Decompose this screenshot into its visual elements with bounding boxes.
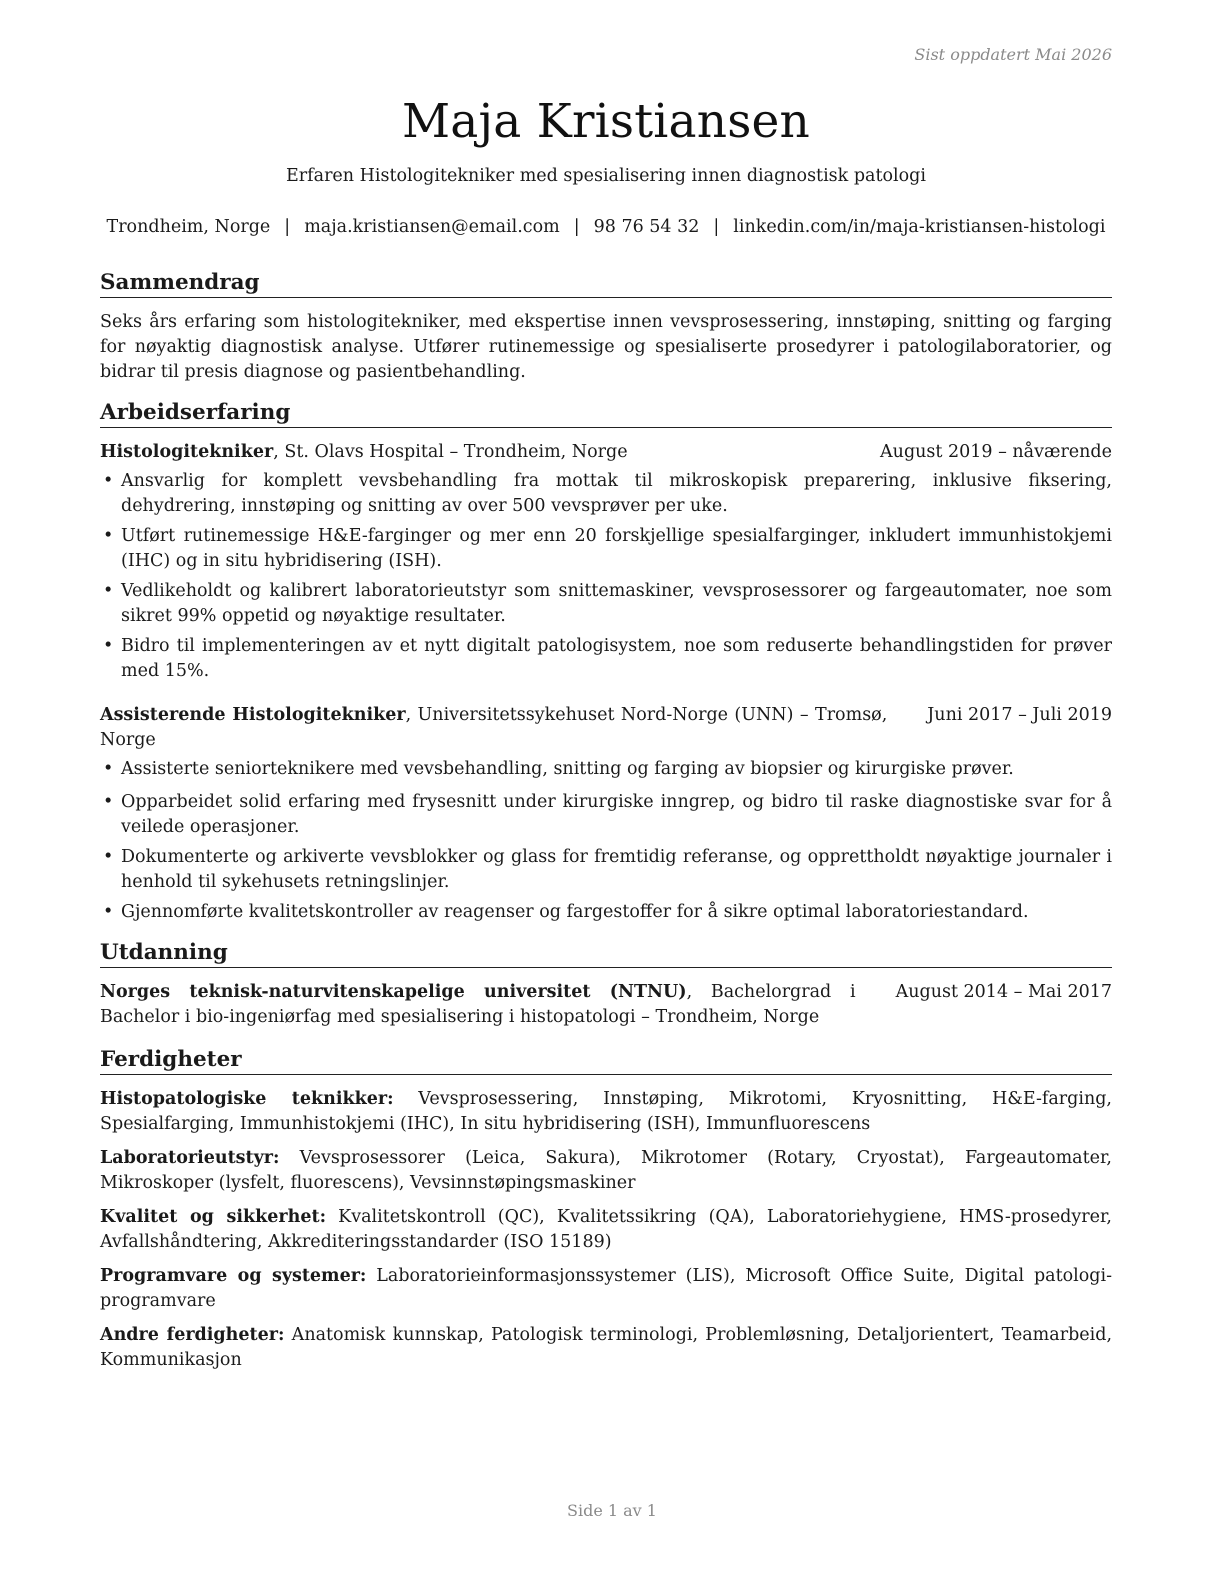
education-entry xyxy=(100,980,1112,1030)
contact-location: Trondheim, Norge xyxy=(106,217,271,237)
job-org: , St. Olavs Hospital – Trondheim, Norge xyxy=(273,442,628,462)
tagline: Erfaren Histologitekniker med spesialisering innen diagnostisk patologi xyxy=(286,166,926,186)
job-entry xyxy=(100,703,1112,925)
job-dates: August 2019 – nåværende xyxy=(880,442,1112,462)
bullet-icon: • xyxy=(103,792,114,812)
bullet-text: Assisterte seniorteknikere med vevsbehandling, snitting og farging av biopsier og kirurgiske prøver. xyxy=(121,759,1014,779)
job-bullets xyxy=(100,757,1112,925)
skill-row xyxy=(100,1146,1112,1196)
list-item xyxy=(100,900,1112,925)
page-number: Side 1 av 1 xyxy=(567,1501,657,1520)
bullet-text: Bidro til implementeringen av et nytt digitalt patologisystem, noe som reduserte behandlingstiden for prøver med 15%. xyxy=(121,636,1112,681)
skill-text: Vevsprosessering, Innstøping, Mikrotomi, Kryosnitting, H&E-farging, Spesialfarging, Immunhistokjemi (IHC), In situ hybridisering (ISH), Immunfluorescens xyxy=(100,1089,1112,1134)
bullet-text: Utført rutinemessige H&E-farginger og mer enn 20 forskjellige spesialfarginger, inkludert immunhistokjemi (IHC) og in situ hybridisering (ISH). xyxy=(121,526,1112,571)
skill-label: Histopatologiske teknikker: xyxy=(100,1089,394,1109)
bullet-icon: • xyxy=(103,636,114,656)
list-item xyxy=(100,790,1112,840)
skill-text: Laboratorieinformasjonssystemer (LIS), Microsoft Office Suite, Digital patologi-programvare xyxy=(100,1266,1112,1311)
list-item xyxy=(100,579,1112,629)
job-header xyxy=(100,440,1112,465)
section-title-summary: Sammendrag xyxy=(100,269,1112,298)
education-school: Norges teknisk-naturvitenskapelige universitet (NTNU) xyxy=(100,982,687,1002)
bullet-icon: • xyxy=(103,759,114,779)
job-dates: Juni 2017 – Juli 2019 xyxy=(927,705,1112,725)
skill-row xyxy=(100,1087,1112,1137)
bullet-icon: • xyxy=(103,471,114,491)
job-header xyxy=(100,703,1112,753)
bullet-text: Ansvarlig for komplett vevsbehandling fra mottak til mikroskopisk preparering, inklusive fiksering, dehydrering, innstøping og snitting av over 500 vevsprøver per uke. xyxy=(121,471,1112,516)
contact-separator: | xyxy=(713,217,720,237)
section-title-experience: Arbeidserfaring xyxy=(100,399,1112,428)
job-entry xyxy=(100,440,1112,684)
skill-text: Anatomisk kunnskap, Patologisk terminologi, Problemløsning, Detaljorientert, Teamarbeid, Kommunikasjon xyxy=(100,1325,1113,1370)
bullet-text: Vedlikeholdt og kalibrert laboratorieutstyr som snittemaskiner, vevsprosessorer og fargeautomater, noe som sikret 99% oppetid og nøyaktige resultater. xyxy=(121,581,1112,626)
skill-row xyxy=(100,1323,1112,1373)
skill-label: Laboratorieutstyr: xyxy=(100,1148,280,1168)
job-title xyxy=(100,440,880,465)
section-title-education: Utdanning xyxy=(100,939,1112,968)
skill-text: Vevsprosessorer (Leica, Sakura), Mikrotomer (Rotary, Cryostat), Fargeautomater, Mikroskoper (lysfelt, fluorescens), Vevsinnstøpingsmaskiner xyxy=(100,1148,1112,1193)
bullet-icon: • xyxy=(103,581,114,601)
skill-row xyxy=(100,1205,1112,1255)
list-item xyxy=(100,469,1112,519)
job-role: Histologitekniker xyxy=(100,442,274,462)
bullet-icon: • xyxy=(103,526,114,546)
contact-separator: | xyxy=(284,217,291,237)
last-updated: Sist oppdatert Mai 2026 xyxy=(914,45,1112,64)
contact-line xyxy=(100,215,1112,239)
job-bullets xyxy=(100,469,1112,684)
contact-separator: | xyxy=(573,217,580,237)
list-item xyxy=(100,845,1112,895)
bullet-icon: • xyxy=(103,847,114,867)
resume-page xyxy=(100,40,1112,1373)
bullet-text: Dokumenterte og arkiverte vevsblokker og glass for fremtidig referanse, og opprettholdt nøyaktige journaler i henhold til sykehusets retningslinjer. xyxy=(121,847,1112,892)
list-item xyxy=(100,634,1112,684)
skill-label: Programvare og systemer: xyxy=(100,1266,367,1286)
bullet-icon: • xyxy=(103,902,114,922)
summary-text: Seks års erfaring som histologitekniker, med ekspertise innen vevsprosessering, innstøping, snitting og farging for nøyaktig diagnostisk analyse. Utfører rutinemessige og spesialiserte prosedyrer i patologilaboratorier, og bidrar til presis diagnose og pasientbehandling. xyxy=(100,312,1112,382)
contact-linkedin[interactable]: linkedin.com/in/maja-kristiansen-histologi xyxy=(733,217,1106,237)
bullet-text: Opparbeidet solid erfaring med frysesnitt under kirurgiske inngrep, og bidro til raske diagnostiske svar for å veilede operasjoner. xyxy=(121,792,1112,837)
education-dates: August 2014 – Mai 2017 xyxy=(895,982,1112,1002)
job-title xyxy=(100,703,927,753)
bullet-text: Gjennomførte kvalitetskontroller av reagenser og fargestoffer for å sikre optimal laboratoriestandard. xyxy=(121,902,1029,922)
section-title-skills: Ferdigheter xyxy=(100,1046,1112,1075)
list-item xyxy=(100,524,1112,574)
skill-label: Kvalitet og sikkerhet: xyxy=(100,1207,327,1227)
skill-row xyxy=(100,1264,1112,1314)
job-role: Assisterende Histologitekniker xyxy=(100,705,406,725)
education-text xyxy=(100,980,896,1030)
list-item xyxy=(100,757,1112,782)
skill-text: Kvalitetskontroll (QC), Kvalitetssikring (QA), Laboratoriehygiene, HMS-prosedyrer, Avfallshåndtering, Akkrediteringsstandarder (ISO 15189) xyxy=(100,1207,1112,1252)
skill-label: Andre ferdigheter: xyxy=(100,1325,285,1345)
contact-email[interactable]: maja.kristiansen@email.com xyxy=(304,217,560,237)
job-org: , Universitetssykehuset Nord-Norge (UNN) – Tromsø, Norge xyxy=(100,705,888,750)
candidate-name: Maja Kristiansen xyxy=(401,94,811,149)
contact-phone: 98 76 54 32 xyxy=(593,217,700,237)
education-detail: , Bachelorgrad i Bachelor i bio-ingeniørfag med spesialisering i histopatologi – Trondheim, Norge xyxy=(100,982,856,1027)
